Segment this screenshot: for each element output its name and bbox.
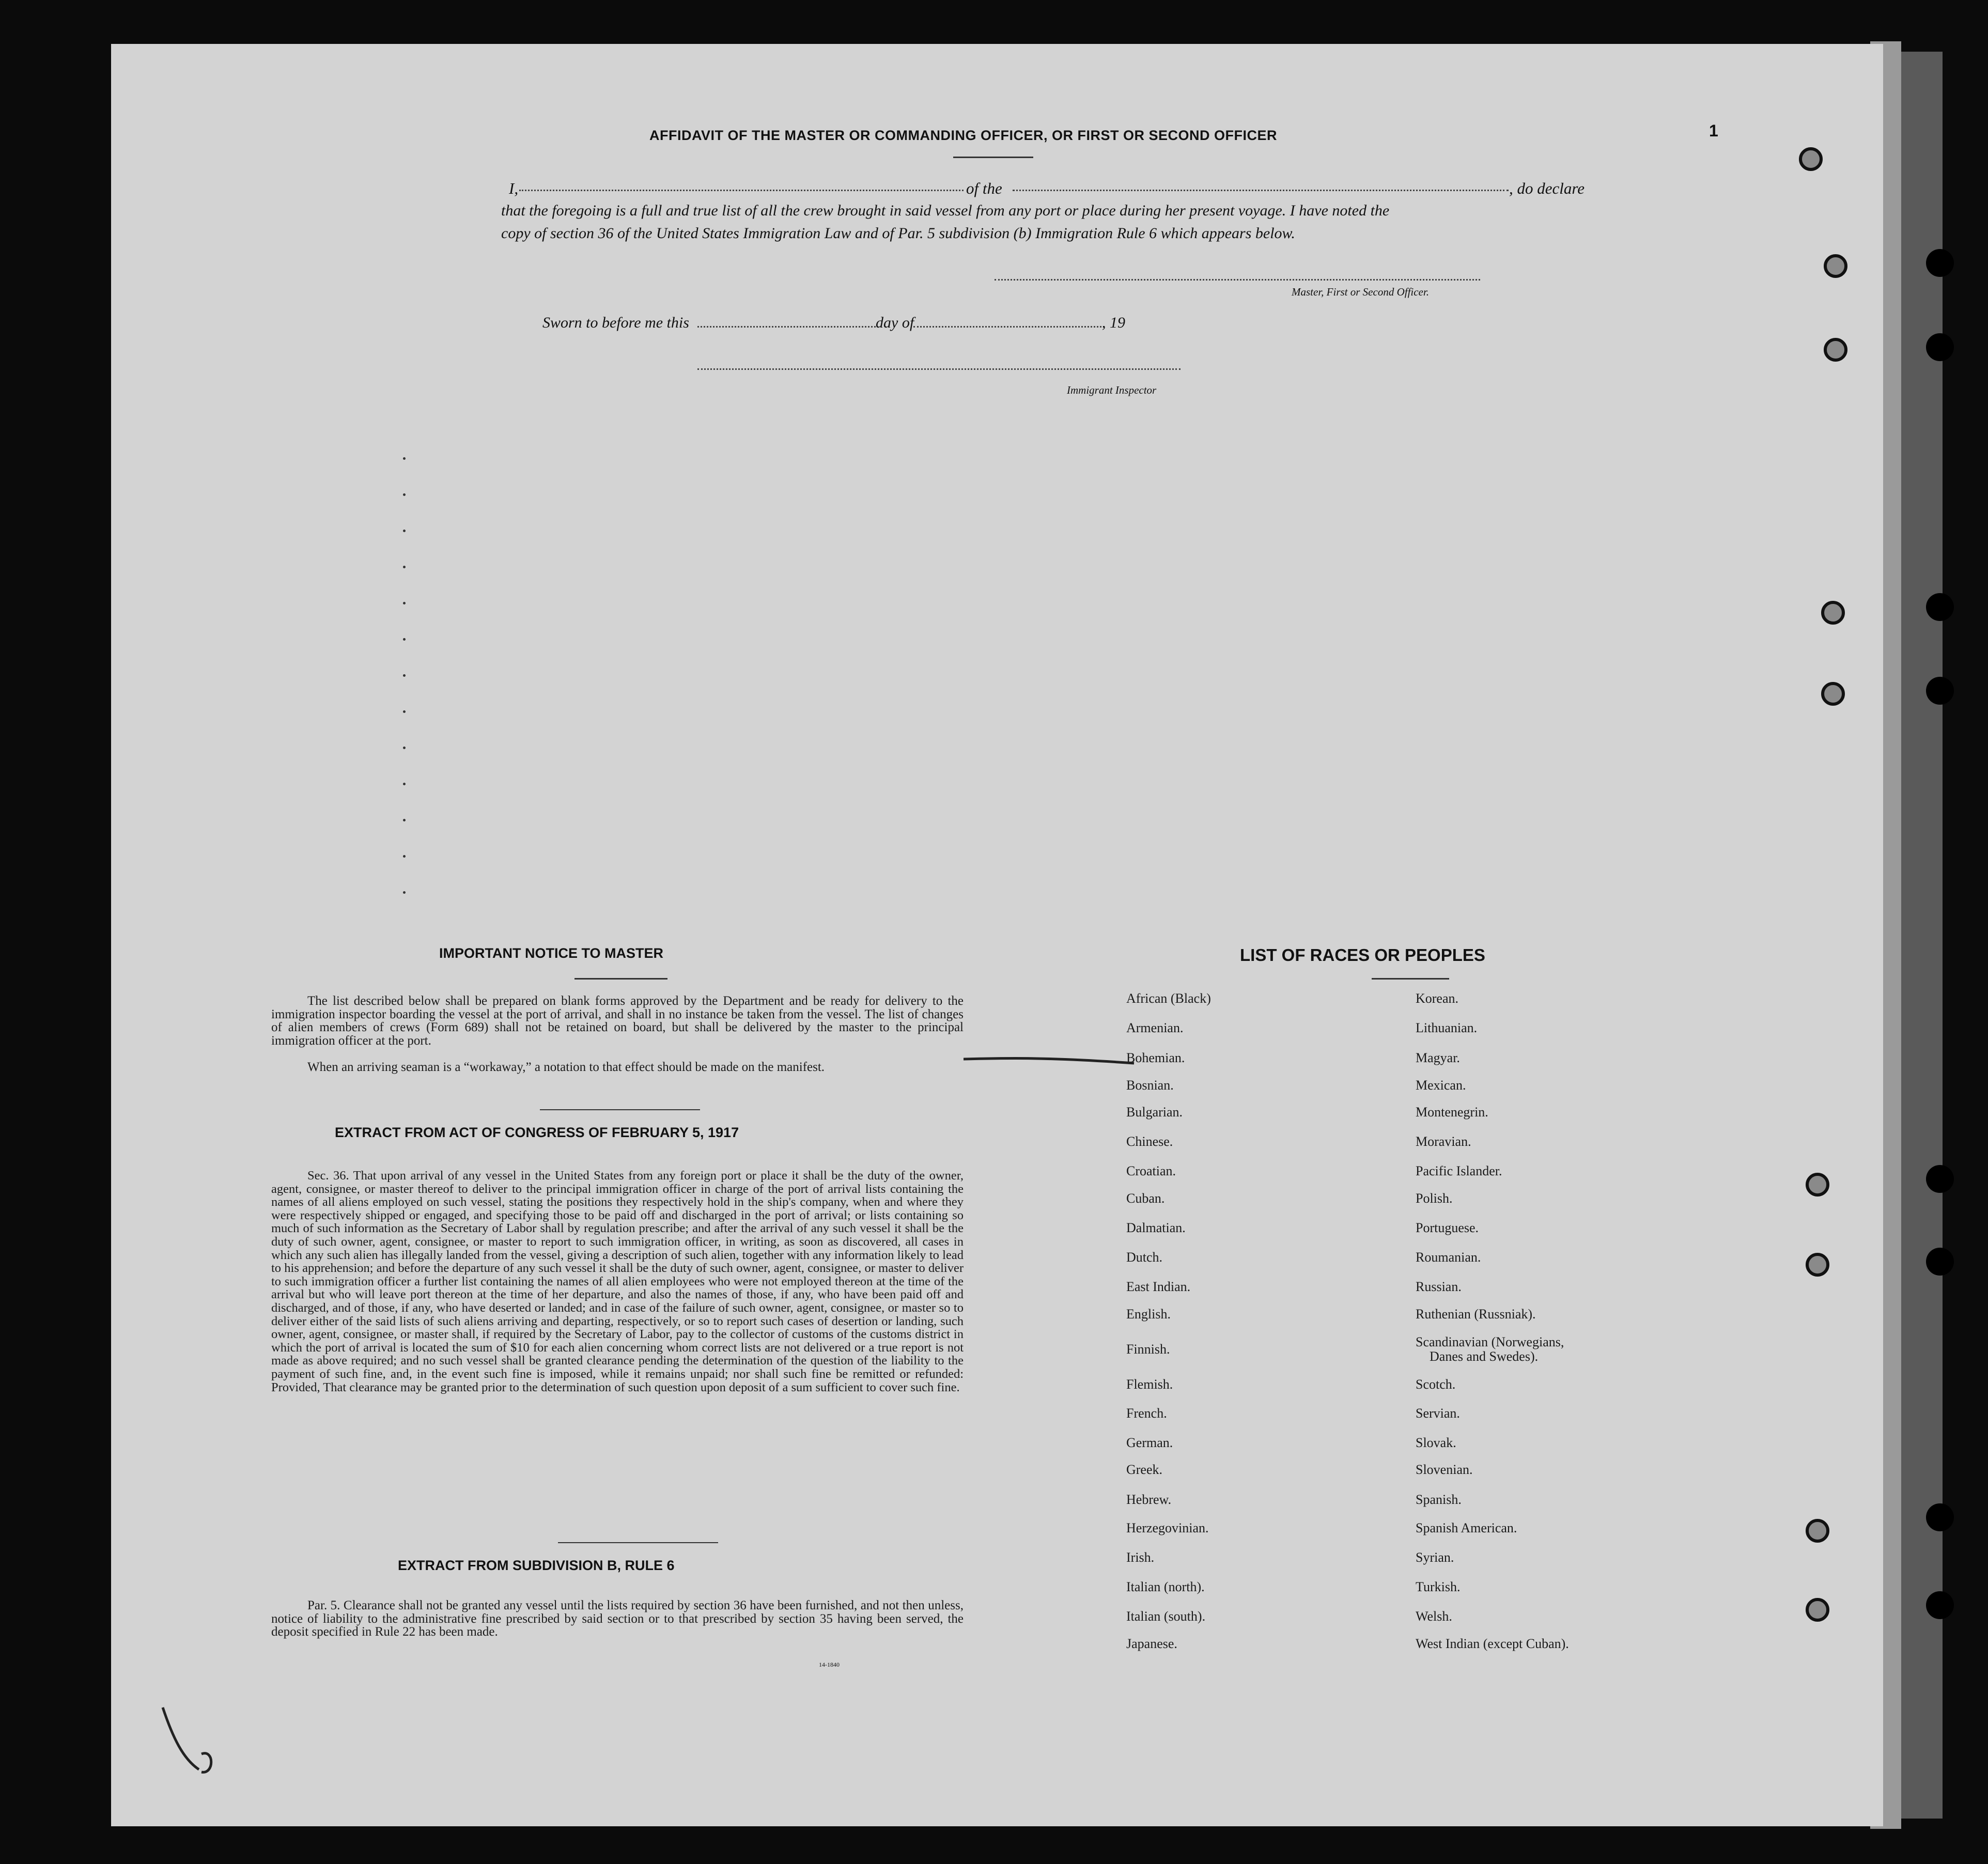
binder-punch xyxy=(1926,1248,1954,1276)
form-number: 14-1840 xyxy=(819,1661,840,1668)
signature-label: Master, First or Second Officer. xyxy=(1292,286,1429,298)
race-right-item: Slovenian. xyxy=(1416,1462,1473,1477)
race-left-item: Chinese. xyxy=(1126,1134,1173,1149)
margin-dot xyxy=(403,710,406,713)
race-right-item: Pacific Islander. xyxy=(1416,1163,1502,1178)
margin-dot xyxy=(403,530,406,532)
margin-dot xyxy=(403,493,406,496)
affidavit-title: AFFIDAVIT OF THE MASTER OR COMMANDING OFFICER, OR FIRST OR SECOND OFFICER xyxy=(649,128,1277,143)
race-right-item: Spanish. xyxy=(1416,1492,1462,1507)
extract-rule-title: EXTRACT FROM SUBDIVISION B, RULE 6 xyxy=(398,1558,675,1573)
race-left-item: African (Black) xyxy=(1126,991,1211,1006)
race-right-item: Magyar. xyxy=(1416,1050,1460,1065)
notice-para1 xyxy=(271,995,964,1047)
sworn-day-line xyxy=(697,326,876,328)
binder-hole xyxy=(1824,338,1847,362)
binder-punch xyxy=(1926,677,1954,705)
race-right-item: West Indian (except Cuban). xyxy=(1416,1636,1569,1651)
affidavit-body-line1: that the foregoing is a full and true list of all the crew brought in said vessel from any port or place during her present voyage. I have noted the xyxy=(501,202,1390,219)
race-left-item: Dalmatian. xyxy=(1126,1220,1186,1235)
notice-para1-text: The list described below shall be prepared on blank forms approved by the Department and be ready for delivery to the immigration inspector boarding the vessel at the port of arrival, and shall in no instance be taken from the vessel. The list of changes of alien members of crews (Form 689) shall not be retained on board, but shall be delivered by the master to the principal immigration officer at the port. xyxy=(271,994,964,1048)
race-left-item: Bosnian. xyxy=(1126,1078,1174,1093)
sworn-label: Sworn to before me this xyxy=(542,314,689,331)
handwritten-mark xyxy=(152,1697,225,1780)
i-label: I, xyxy=(509,179,519,197)
race-right-item: Ruthenian (Russniak). xyxy=(1416,1307,1536,1322)
race-right-item: Roumanian. xyxy=(1416,1250,1481,1265)
race-right-item: Danes and Swedes). xyxy=(1430,1349,1539,1364)
extract-act-body xyxy=(271,1169,964,1394)
race-left-item: Italian (south). xyxy=(1126,1609,1206,1624)
race-right-item: Montenegrin. xyxy=(1416,1105,1488,1120)
extract-divider xyxy=(558,1542,718,1543)
margin-dot xyxy=(403,638,406,641)
race-right-item: Moravian. xyxy=(1416,1134,1471,1149)
race-left-item: Dutch. xyxy=(1126,1250,1163,1265)
binder-punch xyxy=(1926,593,1954,621)
month-line xyxy=(913,326,1105,328)
race-left-item: Flemish. xyxy=(1126,1377,1173,1392)
race-left-item: Italian (north). xyxy=(1126,1579,1205,1594)
race-left-item: Bulgarian. xyxy=(1126,1105,1183,1120)
races-rule xyxy=(1372,978,1449,980)
margin-dot xyxy=(403,783,406,785)
race-left-item: English. xyxy=(1126,1307,1171,1322)
race-right-item: Portuguese. xyxy=(1416,1220,1479,1235)
vessel-line xyxy=(1013,190,1509,191)
margin-dot xyxy=(403,855,406,858)
race-right-item: Scotch. xyxy=(1416,1377,1456,1392)
binder-hole xyxy=(1806,1173,1829,1197)
race-left-item: Armenian. xyxy=(1126,1020,1184,1035)
race-left-item: Finnish. xyxy=(1126,1342,1170,1357)
margin-dot xyxy=(403,566,406,568)
pen-stroke-mark xyxy=(964,1049,1139,1069)
binder-punch xyxy=(1926,1591,1954,1619)
day-of-label: day of xyxy=(876,314,914,331)
race-right-item: Syrian. xyxy=(1416,1550,1454,1565)
binder-hole xyxy=(1806,1519,1829,1543)
race-right-item: Welsh. xyxy=(1416,1609,1452,1624)
extract-act-text: Sec. 36. That upon arrival of any vessel in the United States from any foreign port or place it shall be the duty of the owner, agent, consignee, or master thereof to deliver to the principal immigration officer in charge of the port of arrival lists containing the names of all aliens employed on such vessel, stating the positions they respectively hold in the ship's company, when and where they were respectively shipped or engaged, and specifying those to be paid off and discharged in the port of arrival; or lists containing so much of such information as the Secretary of Labor shall by regulation prescribe; and after the arrival of any such vessel it shall be the duty of such owner, agent, consignee, or master to report to such immigration officer, in writing, as soon as discovered, all cases in which any such alien has illegally landed from the vessel, giving a description of such alien, together with any information likely to lead to his apprehension; and before the departure of any such vessel it shall be the duty of such owner, agent, consignee, or master to deliver to such immigration officer a further list containing the names of all alien employees who were not employed thereon at the time of the arrival but who will leave port thereon at the time of her departure, and also the names of those, if any, who have been paid off and discharged, and of those, if any, who have deserted or landed; and in case of the failure of such owner, agent, consignee, or master so to deliver either of the said lists of such aliens arriving and departing, respectively, or so to report such cases of desertion or landing, such owner, agent, consignee, or master shall, if required by the Secretary of Labor, pay to the collector of customs of the customs district in which the port of arrival is located the sum of $10 for each alien concerning whom correct lists are not delivered or a true report is not made as above required; and no such vessel shall be granted clearance pending the determination of the question of the liability to the payment of such fine, and, in the event such fine is imposed, while it remains unpaid; nor shall such fine be remitted or refunded: Provided, That clearance may be granted prior to the determination of such question upon deposit of a sum sufficient to cover such fine. xyxy=(271,1169,964,1394)
page-mark: 1 xyxy=(1709,121,1718,140)
binder-punch xyxy=(1926,249,1954,277)
binder-punch xyxy=(1926,1503,1954,1531)
name-line xyxy=(519,190,964,191)
affidavit-body-line2: copy of section 36 of the United States Immigration Law and of Par. 5 subdivision (b) Immigration Rule 6 which appears below. xyxy=(501,225,1295,242)
race-left-item: Cuban. xyxy=(1126,1191,1165,1206)
race-left-item: Japanese. xyxy=(1126,1636,1177,1651)
document-page xyxy=(111,44,1883,1826)
binder-punch xyxy=(1926,333,1954,361)
extract-rule-text: Par. 5. Clearance shall not be granted any vessel until the lists required by section 36 have been furnished, and not then unless, notice of liability to the administrative fine prescribed by said section or to that prescribed by section 35 having been served, the deposit specified in Rule 22 has been made. xyxy=(271,1598,964,1639)
binder-hole xyxy=(1806,1253,1829,1277)
margin-dot xyxy=(403,819,406,821)
race-right-item: Russian. xyxy=(1416,1279,1462,1294)
binder-hole xyxy=(1821,682,1845,706)
extract-rule-body xyxy=(271,1599,964,1639)
notice-title: IMPORTANT NOTICE TO MASTER xyxy=(439,945,663,961)
binder-punch xyxy=(1926,1165,1954,1193)
race-right-item: Slovak. xyxy=(1416,1435,1456,1450)
inspector-line xyxy=(697,368,1181,370)
race-right-item: Servian. xyxy=(1416,1406,1460,1421)
inspector-label: Immigrant Inspector xyxy=(1067,384,1157,396)
race-left-item: French. xyxy=(1126,1406,1167,1421)
notice-divider xyxy=(540,1109,700,1110)
race-left-item: Bohemian. xyxy=(1126,1050,1185,1065)
races-title: LIST OF RACES OR PEOPLES xyxy=(1240,945,1485,965)
race-right-item: Polish. xyxy=(1416,1191,1453,1206)
year-label: , 19 xyxy=(1102,314,1125,331)
page-surface xyxy=(111,44,1883,1826)
binder-hole xyxy=(1806,1598,1829,1622)
binder-hole xyxy=(1824,254,1847,278)
race-left-item: Irish. xyxy=(1126,1550,1155,1565)
notice-rule xyxy=(574,978,667,980)
signature-line xyxy=(995,279,1480,281)
margin-dot xyxy=(403,891,406,894)
race-left-item: German. xyxy=(1126,1435,1173,1450)
race-left-item: East Indian. xyxy=(1126,1279,1191,1294)
race-right-item: Korean. xyxy=(1416,991,1459,1006)
race-right-item: Turkish. xyxy=(1416,1579,1461,1594)
margin-dot xyxy=(403,747,406,749)
race-left-item: Croatian. xyxy=(1126,1163,1176,1178)
binder-hole xyxy=(1799,147,1823,171)
race-right-item: Scandinavian (Norwegians, xyxy=(1416,1334,1564,1349)
binder-hole xyxy=(1821,601,1845,625)
do-declare-label: , do declare xyxy=(1509,179,1585,197)
margin-dot xyxy=(403,674,406,677)
margin-dot xyxy=(403,457,406,460)
extract-act-title: EXTRACT FROM ACT OF CONGRESS OF FEBRUARY 5, 1917 xyxy=(335,1125,739,1140)
notice-para2-text: When an arriving seaman is a “workaway,” a notation to that effect should be made on the manifest. xyxy=(307,1060,825,1074)
margin-dot xyxy=(403,602,406,604)
race-right-item: Spanish American. xyxy=(1416,1520,1517,1535)
race-left-item: Greek. xyxy=(1126,1462,1163,1477)
race-left-item: Hebrew. xyxy=(1126,1492,1172,1507)
race-right-item: Lithuanian. xyxy=(1416,1020,1478,1035)
notice-para2 xyxy=(271,1061,964,1074)
title-rule xyxy=(953,157,1033,158)
race-right-item: Mexican. xyxy=(1416,1078,1466,1093)
race-left-item: Herzegovinian. xyxy=(1126,1520,1209,1535)
of-the-label: of the xyxy=(966,179,1002,197)
